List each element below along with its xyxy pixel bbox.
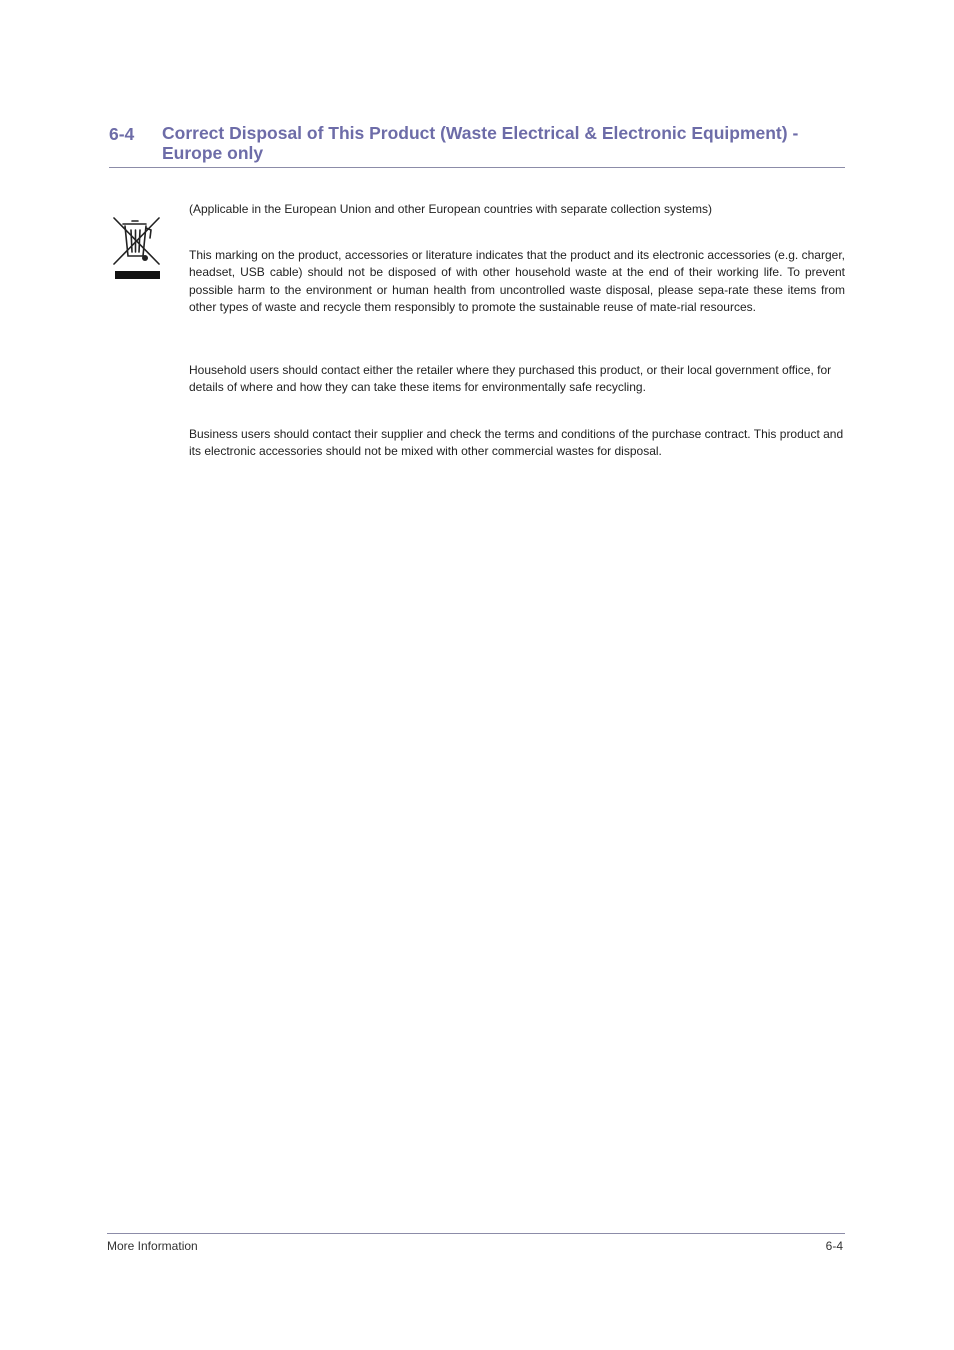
footer-page-number: 6-4 (825, 1239, 843, 1253)
section-title-line-2: Europe only (162, 142, 264, 163)
applicability-paragraph: (Applicable in the European Union and other European countries with separate collection systems) (189, 202, 712, 216)
section-title-line-1: Correct Disposal of This Product (Waste Electrical & Electronic Equipment) - (162, 123, 799, 143)
footer-chapter-title: More Information (107, 1239, 198, 1253)
section-header (109, 124, 845, 168)
marking-paragraph: This marking on the product, accessories or literature indicates that the product and its electronic accessories (e.g. charger, headset, USB cable) should not be disposed of with other household waste at the end of their working life. To prevent possible harm to the environment or human health from uncontrolled waste disposal, please sepa-rate these items from other types of waste and recycle them responsibly to promote the sustainable reuse of mate-rial resources. (189, 248, 845, 315)
section-title (162, 124, 852, 163)
business-users-paragraph: Business users should contact their supplier and check the terms and conditions of the purchase contract. This product and its electronic accessories should not be mixed with other commercial wastes for disposal. (189, 427, 844, 459)
household-users-paragraph: Household users should contact either the retailer where they purchased this product, or their local government office, for details of where and how they can take these items for environmentally safe recycling. (189, 363, 832, 395)
crossed-out-wheelie-bin-icon (110, 214, 164, 282)
section-number: 6-4 (109, 124, 135, 144)
page-footer (107, 1233, 845, 1258)
